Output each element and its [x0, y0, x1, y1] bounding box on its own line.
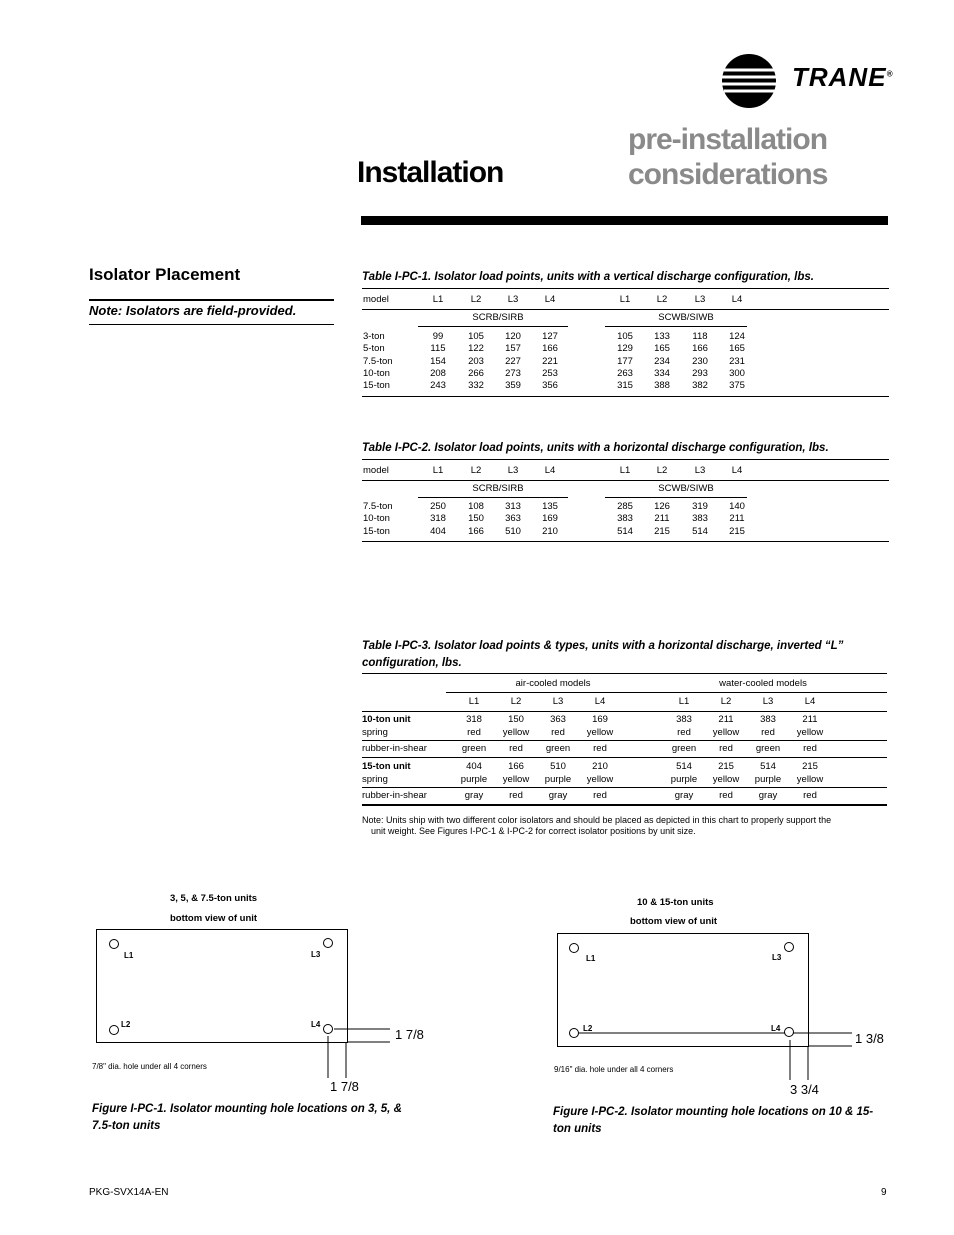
- figure2-caption: Figure I-PC-2. Isolator mounting hole locations on 10 & 15- ton units: [553, 1106, 874, 1135]
- table-cell: 363: [550, 714, 566, 725]
- table-header: L2: [656, 465, 668, 476]
- table-cell: yellow: [712, 727, 740, 738]
- figure2-label: 10 & 15-ton units: [637, 897, 714, 908]
- table-cell: 383: [617, 513, 633, 525]
- table-cell: gray: [548, 790, 568, 801]
- hole-label: L2: [583, 1024, 593, 1033]
- table-row-label: 15-ton unit: [362, 761, 411, 772]
- hole-label: L3: [772, 953, 782, 962]
- table-cell: 210: [592, 761, 608, 772]
- hole-label: L4: [311, 1020, 321, 1029]
- hole-label: L1: [586, 954, 596, 963]
- table-header: L1: [619, 465, 631, 476]
- table-group-header: air-cooled models: [515, 678, 591, 689]
- hole-note: 7/8" dia. hole under all 4 corners: [92, 1062, 207, 1071]
- page-subtitle: pre-installation considerations: [628, 123, 828, 191]
- table-cell: green: [671, 743, 697, 754]
- table-cell: gray: [674, 790, 694, 801]
- table-cell: red: [719, 790, 733, 801]
- table-cell: 313: [505, 501, 521, 512]
- table-cell: 404: [466, 761, 482, 772]
- table-cell: 234: [654, 355, 670, 367]
- table-header: L3: [694, 465, 706, 476]
- hole-icon: [784, 942, 794, 952]
- table-cell: 318: [466, 714, 482, 725]
- table-header: model: [363, 294, 389, 305]
- table-header: L4: [731, 465, 743, 476]
- table-header: L4: [731, 294, 743, 305]
- table-cell: 211: [802, 714, 818, 725]
- table-header: L1: [468, 696, 480, 707]
- table-cell: 211: [718, 714, 734, 725]
- table-header: L3: [507, 294, 519, 305]
- figure1-label: 3, 5, & 7.5-ton units: [170, 893, 258, 904]
- table-cell: 124: [729, 331, 745, 342]
- table-cell: 221: [542, 355, 558, 367]
- table-cell: 253: [542, 367, 558, 379]
- dimension-bottom: 3 3/4: [790, 1082, 819, 1097]
- table-cell: 150: [508, 714, 524, 725]
- table-cell: 230: [692, 355, 708, 367]
- table-cell: yellow: [586, 727, 614, 738]
- table-cell: red: [467, 727, 481, 738]
- table3-note: Note: Units ship with two different color isolators and should be placed as depicted in this chart to properly support the unit weight. See Figures I-PC-1 & I-PC-2 for correct isolator positions by unit size.: [362, 815, 832, 836]
- page-title: Installation: [357, 156, 504, 189]
- table-cell: green: [755, 743, 781, 754]
- table-cell: red: [803, 790, 817, 801]
- table-header: L3: [507, 465, 519, 476]
- table-cell: 404: [430, 525, 446, 537]
- table-header: L1: [678, 696, 690, 707]
- table2-caption: Table I-PC-2. Isolator load points, units with a horizontal discharge configuration, lbs.: [362, 442, 829, 454]
- table-cell: 211: [654, 513, 670, 525]
- table-cell: 356: [542, 380, 558, 392]
- table-cell: 293: [692, 367, 708, 379]
- table-header: L1: [432, 465, 444, 476]
- table-cell: 105: [617, 331, 633, 342]
- table-cell: 332: [468, 380, 484, 392]
- dimension-right: 1 3/8: [855, 1031, 884, 1046]
- table-cell: green: [545, 743, 571, 754]
- table-cell: 3-ton: [363, 331, 385, 342]
- table-cell: gray: [758, 790, 778, 801]
- table-header: L3: [552, 696, 564, 707]
- table-cell: 133: [654, 331, 670, 342]
- table-cell: 231: [729, 355, 745, 367]
- table-header: model: [363, 465, 389, 476]
- table-cell: 266: [468, 367, 484, 379]
- table-cell: 165: [654, 343, 670, 355]
- table-cell: 388: [654, 380, 670, 392]
- table-cell: red: [509, 743, 523, 754]
- figure1-caption: Figure I-PC-1. Isolator mounting hole locations on 3, 5, & 7.5-ton units: [92, 1103, 402, 1132]
- table-cell: red: [593, 790, 607, 801]
- table-cell: 122: [468, 343, 484, 355]
- table-cell: gray: [464, 790, 484, 801]
- table-cell: 375: [729, 380, 745, 392]
- table-cell: 154: [430, 355, 446, 367]
- table-cell: 99: [432, 331, 444, 342]
- table-cell: 157: [505, 343, 521, 355]
- table-cell: 319: [692, 501, 708, 512]
- table-cell: purple: [544, 774, 572, 785]
- table-cell: green: [461, 743, 487, 754]
- hole-label: L1: [124, 951, 134, 960]
- table-header: L4: [594, 696, 606, 707]
- table-cell: red: [551, 727, 565, 738]
- table-cell: 135: [542, 501, 558, 512]
- table-cell: 165: [729, 343, 745, 355]
- table-cell: 115: [430, 343, 446, 355]
- hole-label: L2: [121, 1020, 131, 1029]
- hole-label: L4: [771, 1024, 781, 1033]
- table-cell: 285: [617, 501, 633, 512]
- table-cell: 118: [692, 331, 708, 342]
- table-header: L2: [656, 294, 668, 305]
- table-cell: 169: [542, 513, 558, 525]
- table-cell: red: [803, 743, 817, 754]
- table-cell: red: [509, 790, 523, 801]
- table-cell: 126: [654, 501, 670, 512]
- table-cell: 215: [802, 761, 818, 772]
- table-cell: yellow: [796, 774, 824, 785]
- table-cell: 514: [760, 761, 776, 772]
- table-cell: 363: [505, 513, 521, 525]
- table-cell: 250: [430, 501, 446, 512]
- table-header: L2: [720, 696, 732, 707]
- table-row-label: spring: [362, 774, 388, 785]
- table-cell: purple: [670, 774, 698, 785]
- table-header: L3: [762, 696, 774, 707]
- table-cell: 383: [760, 714, 776, 725]
- table-header: L1: [432, 294, 444, 305]
- table-cell: 215: [718, 761, 734, 772]
- table-cell: 7.5-ton: [363, 355, 393, 367]
- section-note: Note: Isolators are field-provided.: [89, 303, 297, 318]
- hole-note: 9/16" dia. hole under all 4 corners: [554, 1065, 674, 1074]
- table-cell: red: [677, 727, 691, 738]
- table-cell: 383: [692, 513, 708, 525]
- table-cell: 105: [468, 331, 484, 342]
- hole-icon: [784, 1027, 794, 1037]
- dimension-bottom: 1 7/8: [330, 1079, 359, 1094]
- table-cell: yellow: [502, 727, 530, 738]
- table-row-label: 10-ton unit: [362, 714, 411, 725]
- table-cell: yellow: [502, 774, 530, 785]
- table-cell: 166: [468, 525, 484, 537]
- table-cell: 15-ton: [363, 525, 390, 537]
- table-cell: yellow: [796, 727, 824, 738]
- table-cell: red: [761, 727, 775, 738]
- table-cell: 359: [505, 380, 521, 392]
- table-cell: 10-ton: [363, 367, 390, 379]
- table-group-header: SCRB/SIRB: [472, 483, 524, 494]
- table-cell: 211: [729, 513, 745, 525]
- table-header: L2: [470, 294, 482, 305]
- table-cell: 10-ton: [363, 513, 390, 525]
- table3-caption: Table I-PC-3. Isolator load points & types, units with a horizontal discharge, inverted “L” configuration, lbs.: [362, 640, 844, 669]
- table-cell: 215: [654, 525, 670, 537]
- table-cell: 166: [692, 343, 708, 355]
- table-cell: 315: [617, 380, 633, 392]
- table-cell: 169: [592, 714, 608, 725]
- table-row-label: rubber-in-shear: [362, 790, 427, 801]
- brand-name: TRANE®: [792, 62, 894, 92]
- table-cell: 166: [508, 761, 524, 772]
- table-cell: 514: [617, 525, 633, 537]
- table-cell: 382: [692, 380, 708, 392]
- table-cell: 203: [468, 355, 484, 367]
- table-cell: yellow: [712, 774, 740, 785]
- table-cell: purple: [460, 774, 488, 785]
- table-cell: 300: [729, 367, 745, 379]
- dimension-right: 1 7/8: [395, 1027, 424, 1042]
- table-cell: 127: [542, 331, 558, 342]
- table-group-header: SCWB/SIWB: [658, 312, 714, 323]
- table-cell: 263: [617, 367, 633, 379]
- table-cell: 5-ton: [363, 343, 385, 355]
- table-header: L1: [619, 294, 631, 305]
- table-cell: 227: [505, 355, 521, 367]
- figure2-sublabel: bottom view of unit: [630, 916, 718, 927]
- table-cell: 129: [617, 343, 633, 355]
- table-cell: 273: [505, 367, 521, 379]
- table-cell: 243: [430, 380, 446, 392]
- table-header: L4: [544, 294, 556, 305]
- table-cell: 166: [542, 343, 558, 355]
- table-header: L2: [470, 465, 482, 476]
- table-header: L3: [694, 294, 706, 305]
- table-cell: 514: [692, 525, 708, 537]
- hole-icon: [569, 1028, 579, 1038]
- table-cell: 514: [676, 761, 692, 772]
- table-cell: red: [719, 743, 733, 754]
- table-cell: 208: [430, 367, 446, 379]
- table-cell: 215: [729, 525, 745, 537]
- figure1-sublabel: bottom view of unit: [170, 913, 258, 924]
- table-group-header: SCWB/SIWB: [658, 483, 714, 494]
- table-cell: 383: [676, 714, 692, 725]
- page-number: 9: [881, 1187, 887, 1198]
- table-group-header: SCRB/SIRB: [472, 312, 524, 323]
- table-header: L4: [544, 465, 556, 476]
- table-cell: 210: [542, 525, 558, 537]
- table-group-header: water-cooled models: [719, 678, 807, 689]
- table-cell: 120: [505, 331, 521, 342]
- table-cell: 334: [654, 367, 670, 379]
- table-header: L2: [510, 696, 522, 707]
- table-header: L4: [804, 696, 816, 707]
- table-cell: 510: [505, 525, 521, 537]
- table-cell: red: [593, 743, 607, 754]
- table-cell: 140: [729, 501, 745, 512]
- table-cell: 108: [468, 501, 484, 512]
- section-heading: Isolator Placement: [89, 265, 241, 284]
- table-cell: 318: [430, 513, 446, 525]
- table-cell: 177: [617, 355, 633, 367]
- table-cell: 510: [550, 761, 566, 772]
- table-cell: 15-ton: [363, 380, 390, 392]
- table-cell: purple: [754, 774, 782, 785]
- table-cell: 150: [468, 513, 484, 525]
- table-row-label: spring: [362, 727, 388, 738]
- hole-icon: [569, 943, 579, 953]
- table-cell: 7.5-ton: [363, 501, 393, 512]
- hole-label: L3: [311, 950, 321, 959]
- table1-caption: Table I-PC-1. Isolator load points, units with a vertical discharge configuration, lbs.: [362, 271, 814, 283]
- doc-id: PKG-SVX14A-EN: [89, 1187, 169, 1198]
- table-row-label: rubber-in-shear: [362, 743, 427, 754]
- table-cell: yellow: [586, 774, 614, 785]
